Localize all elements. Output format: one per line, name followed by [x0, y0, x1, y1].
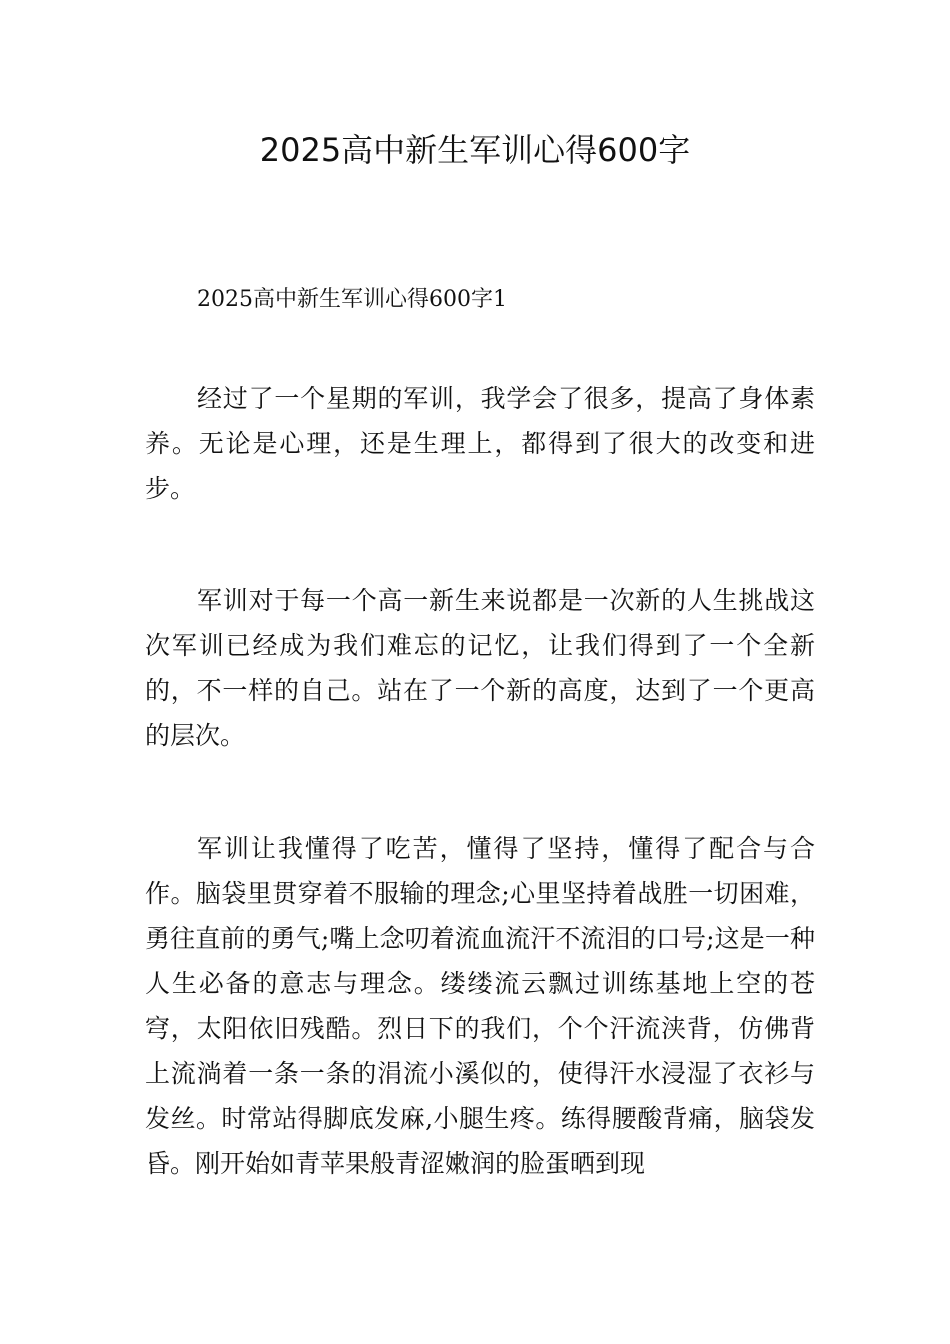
- paragraph-1: 经过了一个星期的军训，我学会了很多，提高了身体素养。无论是心理，还是生理上，都得到了很大的改变和进步。: [145, 384, 815, 503]
- paragraph-2: 军训对于每一个高一新生来说都是一次新的人生挑战这次军训已经成为我们难忘的记忆，让我们得到了一个全新的，不一样的自己。站在了一个新的高度，达到了一个更高的层次。: [145, 586, 815, 750]
- section-heading: 2025高中新生军训心得600字1: [197, 287, 507, 312]
- paragraph-3: 军训让我懂得了吃苦，懂得了坚持，懂得了配合与合作。脑袋里贯穿着不服输的理念;心里坚持着战胜一切困难，勇往直前的勇气;嘴上念叨着流血流汗不流泪的口号;这是一种人生必备的意志与理念。缕缕流云飘过训练基地上空的苍穹，太阳依旧残酷。烈日下的我们，个个汗流浃背，仿佛背上流淌着一条一条的涓流小溪似的，使得汗水浸湿了衣衫与发丝。时常站得脚底发麻,小腿生疼。练得腰酸背痛，脑袋发昏。刚开始如青苹果般青涩嫩润的脸蛋晒到现: [145, 834, 815, 1178]
- document-title: 2025高中新生军训心得600字: [259, 131, 691, 169]
